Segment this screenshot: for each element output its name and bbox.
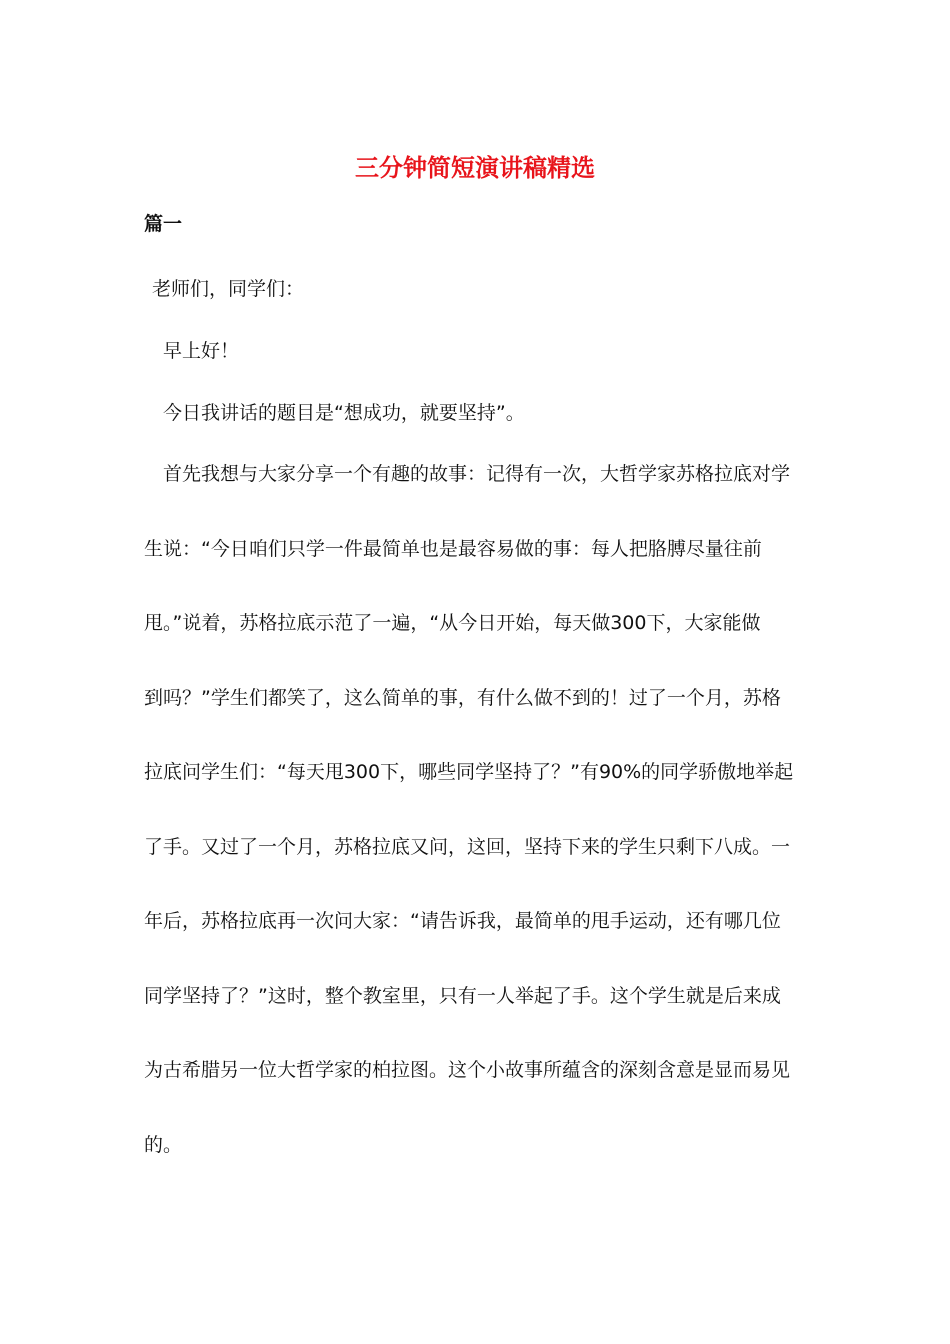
body-line: 生说：“今日咱们只学一件最简单也是最容易做的事：每人把胳膊尽量往前	[144, 538, 762, 560]
greeting-line: 老师们，同学们：	[152, 278, 305, 300]
body-line: 了手。又过了一个月，苏格拉底又问，这回，坚持下来的学生只剩下八成。一	[144, 836, 791, 858]
morning-greeting: 早上好！	[163, 340, 240, 362]
topic-line: 今日我讲话的题目是“想成功，就要坚持”。	[163, 402, 525, 424]
body-line: 年后，苏格拉底再一次问大家：“请告诉我，最简单的甩手运动，还有哪几位	[144, 910, 781, 932]
body-line: 为古希腊另一位大哲学家的柏拉图。这个小故事所蕴含的深刻含意是显而易见	[144, 1059, 791, 1081]
body-line: 拉底问学生们：“每天甩300下，哪些同学坚持了？”有90%的同学骄傲地举起	[144, 761, 794, 783]
body-line: 的。	[144, 1134, 183, 1156]
body-line: 同学坚持了？”这时，整个教室里，只有一人举起了手。这个学生就是后来成	[144, 985, 781, 1007]
body-line: 首先我想与大家分享一个有趣的故事：记得有一次，大哲学家苏格拉底对学	[163, 463, 791, 485]
section-heading: 篇一	[144, 213, 183, 235]
body-line: 甩。”说着，苏格拉底示范了一遍，“从今日开始，每天做300下，大家能做	[144, 612, 761, 634]
body-line: 到吗？”学生们都笑了，这么简单的事，有什么做不到的！过了一个月，苏格	[144, 687, 781, 709]
document-title: 三分钟简短演讲稿精选	[355, 154, 595, 182]
